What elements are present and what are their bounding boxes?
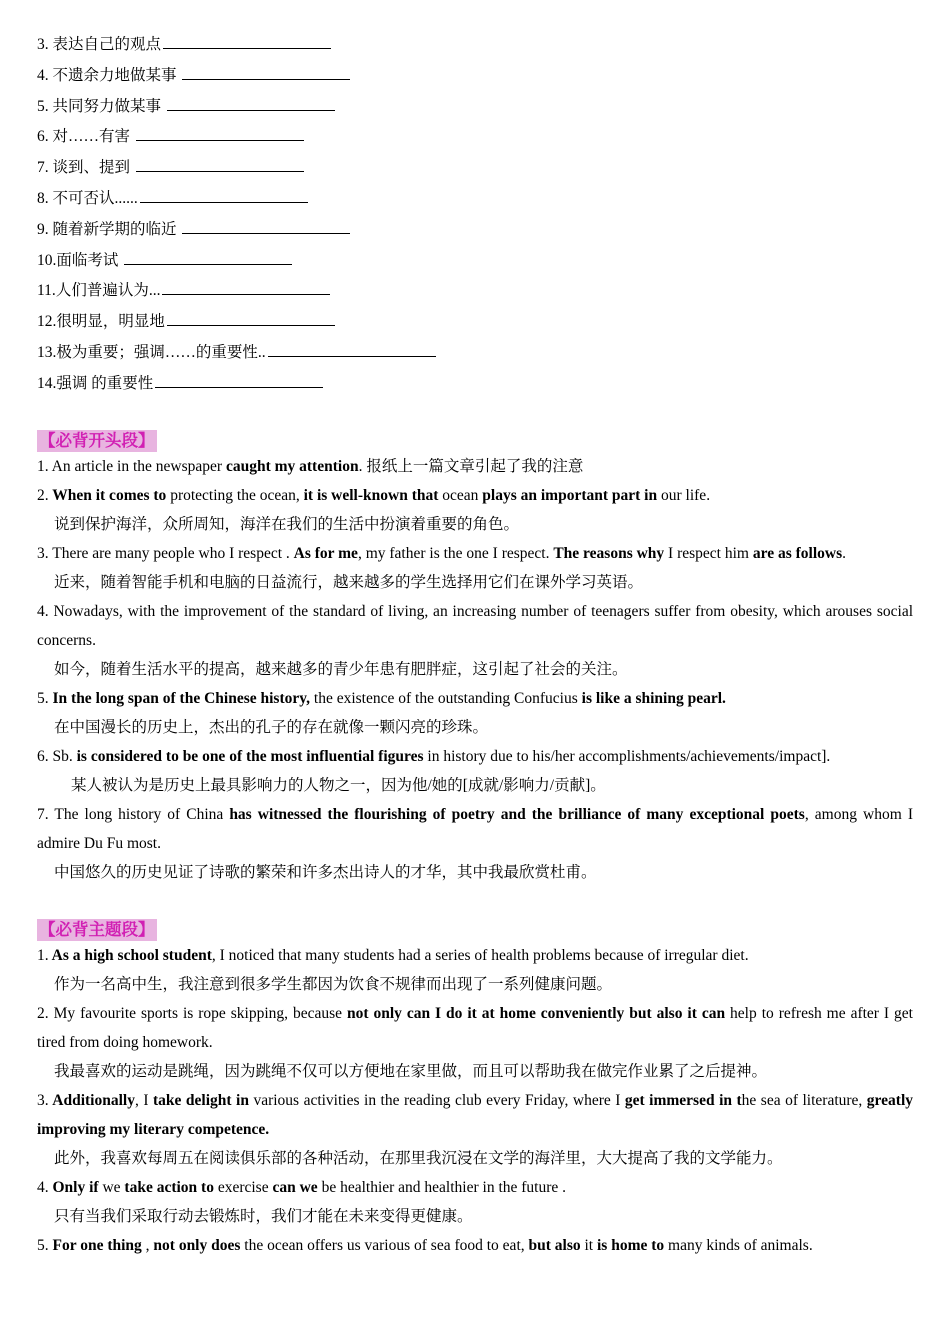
item-number: 9. [37,220,49,238]
translation: 某人被认为是历史上最具影响力的人物之一，因为他/她的[成就/影响力/贡献]。 [71,776,606,794]
document-page [37,30,913,1260]
item-number: 10. [37,251,57,269]
item-text: 表达自己的观点 [52,36,162,53]
translation: 如今，随着生活水平的提高，越来越多的青少年患有肥胖症，这引起了社会的关注。 [54,660,628,678]
vocab-list [37,30,913,400]
item-number: 11. [37,282,56,300]
item-text: 随着新学期的临近 [52,220,181,238]
vocab-item [37,215,913,246]
item-number: 8. [37,189,49,207]
translation: 作为一名高中生，我注意到很多学生都因为饮食不规律而出现了一系列健康问题。 [54,975,613,993]
vocab-item [37,92,913,123]
vocab-item [37,338,913,369]
item-number: 12. [37,313,57,331]
item-number: 7. [37,159,49,177]
answer-blank[interactable] [167,324,335,326]
answer-blank[interactable] [162,293,330,295]
sentence: 1. As a high school student, I noticed that many students had a series of health problems because of irregular diet. [37,946,749,964]
item-text: 极为重要；强调……的重要性.. [56,343,266,361]
sentence: 3. There are many people who I respect . As for me, my father is the one I respect. The reasons why I respect him are as follows. [37,544,846,562]
item-text: 很明显，明显地 [56,313,165,331]
section-heading: 【必背主题段】 [39,919,155,939]
item-text: 谈到、提到 [52,159,134,177]
section-heading: 【必背开头段】 [39,430,155,450]
answer-blank[interactable] [182,232,350,234]
sentence: 7. The long history of China has witnessed the flourishing of poetry and the brilliance of many exceptional poets, among whom I admire Du Fu most. [37,805,913,852]
answer-blank[interactable] [268,355,436,357]
vocab-item [37,153,913,184]
theme-section [37,919,913,1260]
item-number: 6. [37,128,49,146]
answer-blank[interactable] [136,139,304,141]
vocab-item [37,369,913,400]
translation: 只有当我们采取行动去锻炼时，我们才能在未来变得更健康。 [54,1207,473,1225]
vocab-item [37,246,913,277]
opening-section [37,430,913,887]
translation: 说到保护海洋，众所周知，海洋在我们的生活中扮演着重要的角色。 [54,515,520,533]
item-text: 不遗余力地做某事 [52,66,181,84]
sentence: 5. In the long span of the Chinese history, the existence of the outstanding Confucius is like a shining pearl. [37,689,726,707]
sentence: 2. When it comes to protecting the ocean, it is well-known that ocean plays an important part in our life. [37,486,711,504]
sentence: 2. My favourite sports is rope skipping, because not only can I do it at home conveniently but also it can help to refresh me after I get tired from doing homework. [37,1004,913,1051]
translation: 此外，我喜欢每周五在阅读俱乐部的各种活动，在那里我沉浸在文学的海洋里，大大提高了我的文学能力。 [54,1149,783,1167]
sentence: 1. An article in the newspaper caught my attention. 报纸上一篇文章引起了我的注意 [37,457,584,475]
vocab-item [37,307,913,338]
vocab-item [37,276,913,307]
item-number: 4. [37,66,49,84]
item-text: 对……有害 [52,128,134,146]
translation: 我最喜欢的运动是跳绳，因为跳绳不仅可以方便地在家里做，而且可以帮助我在做完作业累了之后提神。 [54,1062,768,1080]
sentence: 4. Nowadays, with the improvement of the standard of living, an increasing number of teenagers suffer from obesity, which arouses social concerns. [37,602,913,649]
item-number: 3. [37,36,49,53]
sentence: 4. Only if we take action to exercise can we be healthier and healthier in the future . [37,1178,567,1196]
item-text: 面临考试 [56,251,123,269]
vocab-item [37,184,913,215]
sentence: 5. For one thing , not only does the ocean offers us various of sea food to eat, but also it is home to many kinds of animals. [37,1236,813,1254]
translation: 中国悠久的历史见证了诗歌的繁荣和许多杰出诗人的才华，其中我最欣赏杜甫。 [54,863,597,881]
answer-blank[interactable] [163,47,331,49]
answer-blank[interactable] [182,78,350,80]
vocab-item [37,61,913,92]
vocab-item [37,122,913,153]
answer-blank[interactable] [140,201,308,203]
vocab-item [37,30,913,61]
item-text: 强调 的重要性 [56,374,154,392]
item-text: 不可否认...... [52,189,138,207]
item-text: 人们普遍认为... [55,282,161,300]
item-text: 共同努力做某事 [52,97,165,115]
answer-blank[interactable] [167,109,335,111]
answer-blank[interactable] [124,263,292,265]
answer-blank[interactable] [155,386,323,388]
item-number: 14. [37,374,57,392]
item-number: 5. [37,97,49,115]
answer-blank[interactable] [136,170,304,172]
sentence: 6. Sb. is considered to be one of the most influential figures in history due to his/her accomplishments/achievements/impact]. [37,747,831,765]
translation: 近来，随着智能手机和电脑的日益流行，越来越多的学生选择用它们在课外学习英语。 [54,573,644,591]
sentence: 3. Additionally, I take delight in various activities in the reading club every Friday, where I get immersed in the sea of literature, greatly improving my literary competence. [37,1091,913,1138]
translation: 在中国漫长的历史上，杰出的孔子的存在就像一颗闪亮的珍珠。 [54,718,489,736]
item-number: 13. [37,343,57,361]
